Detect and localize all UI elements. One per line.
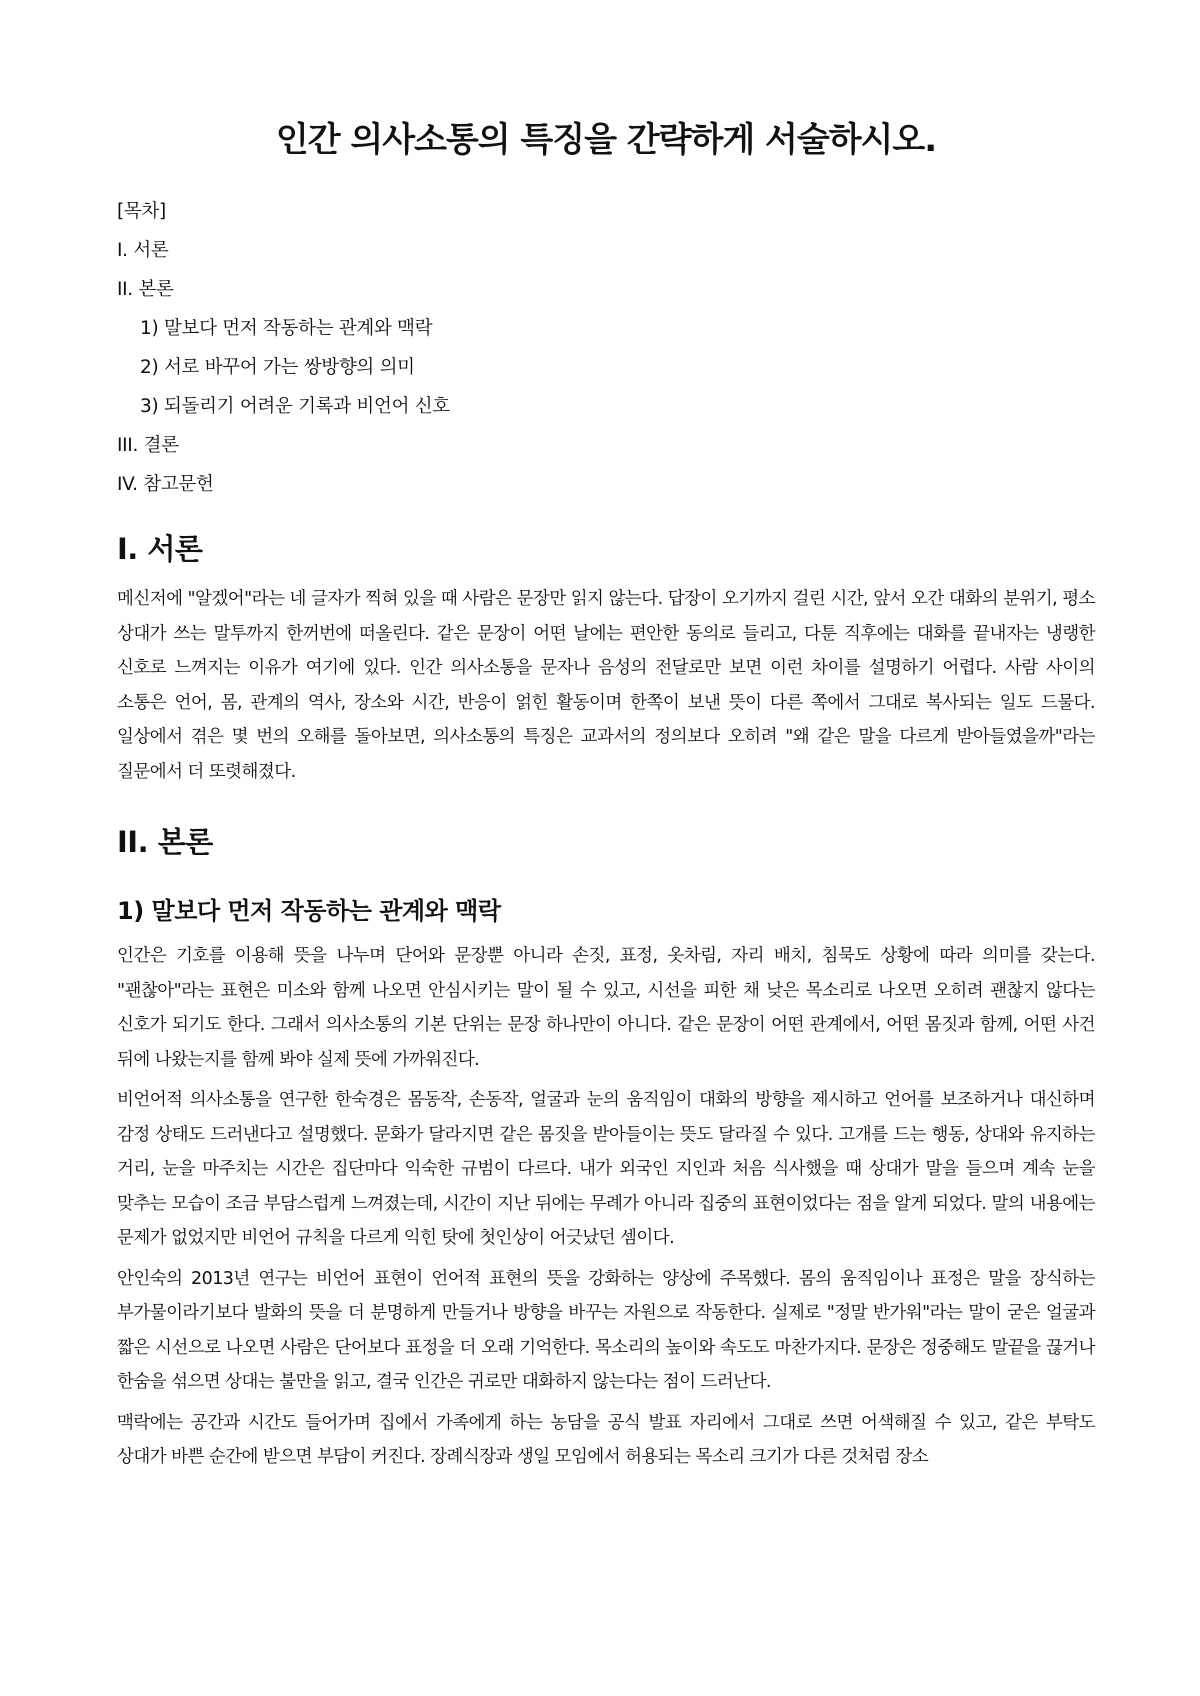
subsection-heading-1: 1) 말보다 먼저 작동하는 관계와 맥락 bbox=[117, 897, 501, 925]
body-paragraph: 안인숙의 2013년 연구는 비언어 표현이 언어적 표현의 뜻을 강화하는 양상에 주목했다. 몸의 움직임이나 표정은 말을 장식하는 부가물이라기보다 발화의 뜻을 더 분명하게 만들거나 방향을 바꾸는 자원으로 작동한다. 실제로 "정말 반가워"라는 말이 굳은 얼굴과 짧은 시선으로 나오면 사람은 단어보다 표정을 더 오래 기억한다. 목소리의 높이와 속도도 마찬가지다. 문장은 정중해도 말끝을 끊거나 한숨을 섞으면 상대는 불만을 읽고, 결국 인간은 귀로만 대화하지 않는다는 점이 드러난다. bbox=[117, 1268, 1095, 1392]
toc-subitem: 2) 서로 바꾸어 가는 쌍방향의 의미 bbox=[140, 357, 415, 378]
toc-subitem: 1) 말보다 먼저 작동하는 관계와 맥락 bbox=[140, 318, 433, 339]
toc-item: IV. 참고문헌 bbox=[117, 474, 214, 495]
body-paragraph: 인간은 기호를 이용해 뜻을 나누며 단어와 문장뿐 아니라 손짓, 표정, 옷차림, 자리 배치, 침묵도 상황에 따라 의미를 갖는다. "괜찮아"라는 표현은 미소와 함께 나오면 안심시키는 말이 될 수 있고, 시선을 피한 채 낮은 목소리로 나오면 오히려 괜찮지 않다는 신호가 되기도 한다. 그래서 의사소통의 기본 단위는 문장 하나만이 아니다. 같은 문장이 어떤 관계에서, 어떤 몸짓과 함께, 어떤 사건 뒤에 나왔는지를 함께 봐야 실제 뜻에 가까워진다. bbox=[117, 946, 1095, 1070]
section-heading-intro: I. 서론 bbox=[117, 532, 203, 566]
body-paragraph: 비언어적 의사소통을 연구한 한숙경은 몸동작, 손동작, 얼굴과 눈의 움직임이 대화의 방향을 제시하고 언어를 보조하거나 대신하며 감정 상태도 드러낸다고 설명했다. 문화가 달라지면 같은 몸짓을 받아들이는 뜻도 달라질 수 있다. 고개를 드는 행동, 상대와 유지하는 거리, 눈을 마주치는 시간은 집단마다 익숙한 규범이 다르다. 내가 외국인 지인과 처음 식사했을 때 상대가 말을 들으며 계속 눈을 맞추는 모습이 조금 부담스럽게 느껴졌는데, 시간이 지난 뒤에는 무례가 아니라 집중의 표현이었다는 점을 알게 되었다. 말의 내용에는 문제가 없었지만 비언어 규칙을 다르게 익힌 탓에 첫인상이 어긋났던 셈이다. bbox=[117, 1090, 1095, 1248]
toc-label: [목차] bbox=[117, 201, 166, 222]
toc-subitem: 3) 되돌리기 어려운 기록과 비언어 신호 bbox=[140, 396, 450, 417]
intro-paragraph: 메신저에 "알겠어"라는 네 글자가 찍혀 있을 때 사람은 문장만 읽지 않는다. 답장이 오기까지 걸린 시간, 앞서 오간 대화의 분위기, 평소 상대가 쓰는 말투까지 한꺼번에 떠올린다. 같은 문장이 어떤 날에는 편안한 동의로 들리고, 다툰 직후에는 대화를 끝내자는 냉랭한 신호로 느껴지는 이유가 여기에 있다. 인간 의사소통을 문자나 음성의 전달로만 보면 이런 차이를 설명하기 어렵다. 사람 사이의 소통은 언어, 몸, 관계의 역사, 장소와 시간, 반응이 얽힌 활동이며 한쪽이 보낸 뜻이 다른 쪽에서 그대로 복사되는 일도 드물다. 일상에서 겪은 몇 번의 오해를 돌아보면, 의사소통의 특징은 교과서의 정의보다 오히려 "왜 같은 말을 다르게 받아들였을까"라는 질문에서 더 또렷해졌다. bbox=[117, 589, 1095, 782]
table-of-contents bbox=[117, 192, 1095, 504]
body-paragraph: 맥락에는 공간과 시간도 들어가며 집에서 가족에게 하는 농담을 공식 발표 자리에서 그대로 쓰면 어색해질 수 있고, 같은 부탁도 상대가 바쁜 순간에 받으면 부담이 커진다. 장례식장과 생일 모임에서 허용되는 목소리 크기가 다른 것처럼 장소 bbox=[117, 1412, 1095, 1467]
toc-item: III. 결론 bbox=[117, 435, 179, 456]
document-title: 인간 의사소통의 특징을 간략하게 서술하시오. bbox=[275, 120, 937, 160]
toc-item: II. 본론 bbox=[117, 279, 174, 300]
section-heading-body: II. 본론 bbox=[117, 825, 213, 859]
toc-item: I. 서론 bbox=[117, 240, 169, 261]
